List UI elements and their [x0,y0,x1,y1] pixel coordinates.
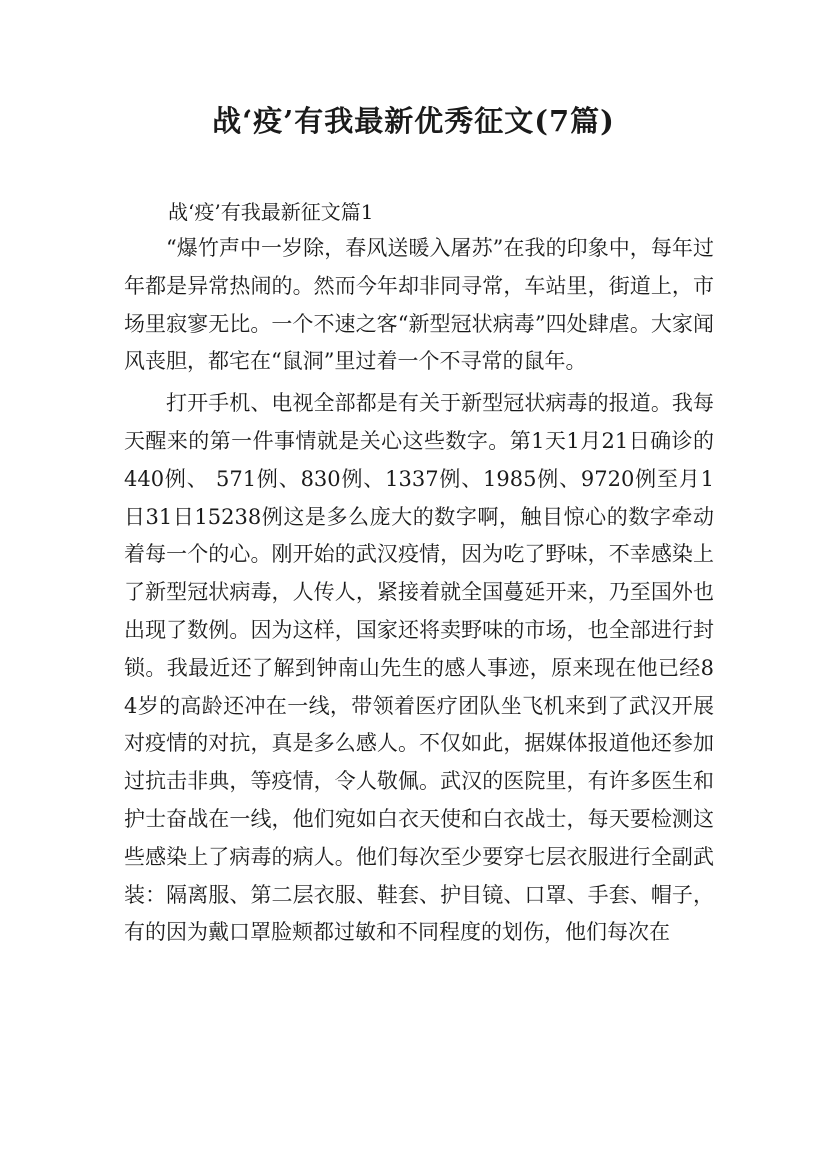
section-heading: 战‘疫’有我最新征文篇1 [168,200,374,224]
paragraph-1: “爆竹声中一岁除，春风送暖入屠苏”在我的印象中，每年过年都是异常热闹的。然而今年却非同寻常，车站里，街道上，市场里寂寥无比。一个不速之客“新型冠状病毒”四处肆虐。大家闻风丧胆，都宅在“鼠洞”里过着一个不寻常的鼠年。 [124,236,714,374]
document-body [124,194,714,952]
paragraph-2: 打开手机、电视全部都是有关于新型冠状病毒的报道。我每天醒来的第一件事情就是关心这些数字。第1天1月21日确诊的440例、 571例、830例、1337例、1985例、9720例至月1日31日15238例这是多么庞大的数字啊，触目惊心的数字牵动着每一个的心。刚开始的武汉疫情，因为吃了野味，不幸感染上了新型冠状病毒，人传人，紧接着就全国蔓延开来，乃至国外也出现了数例。因为这样，国家还将卖野味的市场，也全部进行封锁。我最近还了解到钟南山先生的感人事迹，原来现在他已经84岁的高龄还冲在一线，带领着医疗团队坐飞机来到了武汉开展对疫情的对抗，真是多么感人。不仅如此，据媒体报道他还参加过抗击非典，等疫情，令人敬佩。武汉的医院里，有许多医生和护士奋战在一线，他们宛如白衣天使和白衣战士，每天要检测这些感染上了病毒的病人。他们每次至少要穿七层衣服进行全副武装：隔离服、第二层衣服、鞋套、护目镜、口罩、手套、帽子，有的因为戴口罩脸颊都过敏和不同程度的划伤，他们每次在 [124,391,714,945]
document-title: 战‘疫’有我最新优秀征文(7篇) [212,104,615,138]
